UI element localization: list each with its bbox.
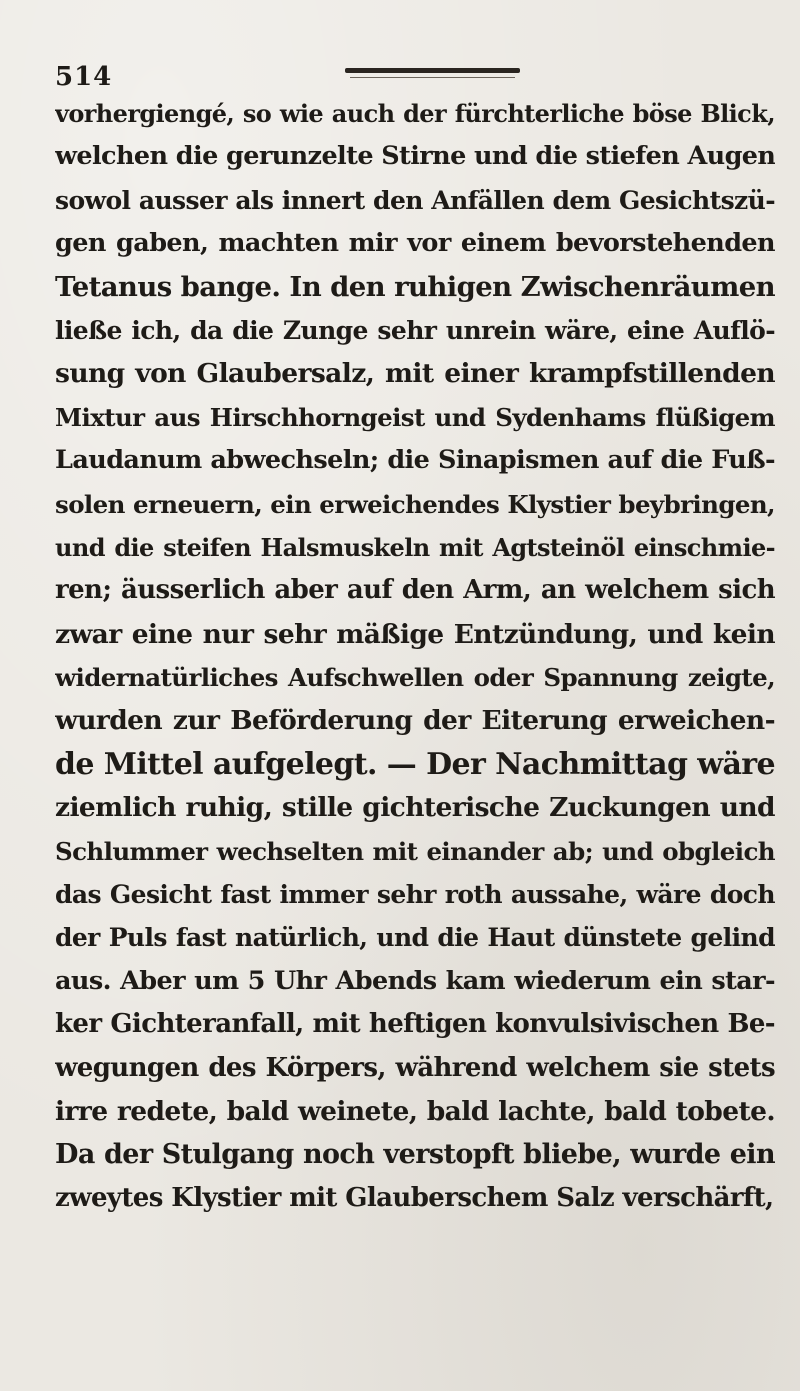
text-line: der Puls fast natürlich, und die Haut dünstete gelind — [55, 923, 775, 953]
text-line: solen erneuern, ein erweichendes Klystier beybringen, — [55, 489, 775, 519]
text-line: Tetanus bange. In den ruhigen Zwischenräumen — [55, 270, 775, 303]
text-line: de Mittel aufgelegt. — Der Nachmittag wäre — [55, 746, 775, 782]
text-line: gen gaben, machten mir vor einem bevorstehenden — [55, 228, 775, 259]
text-line: und die steifen Halsmuskeln mit Agtsteinöl einschmie- — [55, 532, 775, 562]
text-line: ziemlich ruhig, stille gichterische Zuckungen und — [55, 792, 775, 824]
text-line: welchen die gerunzelte Stirne und die stiefen Augen — [55, 141, 775, 172]
page-number: 514 — [55, 62, 113, 92]
text-line: ließe ich, da die Zunge sehr unrein wäre, eine Auflö- — [55, 315, 775, 345]
text-line: sowol ausser als innert den Anfällen dem Gesichtszü- — [55, 185, 775, 215]
text-line: irre redete, bald weinete, bald lachte, bald tobete. — [55, 1095, 775, 1127]
text-line: zwar eine nur sehr mäßige Entzündung, und kein — [55, 618, 775, 650]
text-line: ker Gichteranfall, mit heftigen konvulsivischen Be- — [55, 1009, 775, 1040]
text-line: Schlummer wechselten mit einander ab; und obgleich — [55, 836, 775, 866]
body-text — [55, 92, 775, 1220]
text-line: aus. Aber um 5 Uhr Abends kam wiederum ein star- — [55, 965, 775, 996]
text-line: Laudanum abwechseln; die Sinapismen auf die Fuß- — [55, 445, 775, 476]
text-line: Mixtur aus Hirschhorngeist und Sydenhams flüßigem — [55, 402, 775, 432]
header-rule-thin — [350, 77, 515, 78]
header-rule — [345, 68, 520, 73]
text-line: zweytes Klystier mit Glauberschem Salz verschärft, — [55, 1182, 774, 1213]
text-line: wurden zur Beförderung der Eiterung erweichen- — [55, 705, 775, 737]
text-line: widernatürliches Aufschwellen oder Spannung zeigte, — [55, 663, 775, 693]
text-line: das Gesicht fast immer sehr roth aussahe, wäre doch — [55, 880, 775, 910]
text-line: Da der Stulgang noch verstopft bliebe, wurde ein — [55, 1139, 775, 1171]
text-line: sung von Glaubersalz, mit einer krampfstillenden — [55, 358, 775, 390]
text-line: wegungen des Körpers, während welchem sie stets — [55, 1052, 775, 1083]
text-line: ren; äusserlich aber auf den Arm, an welchem sich — [55, 575, 775, 606]
text-line: vorhergiengé, so wie auch der fürchterliche böse Blick, — [55, 99, 775, 128]
